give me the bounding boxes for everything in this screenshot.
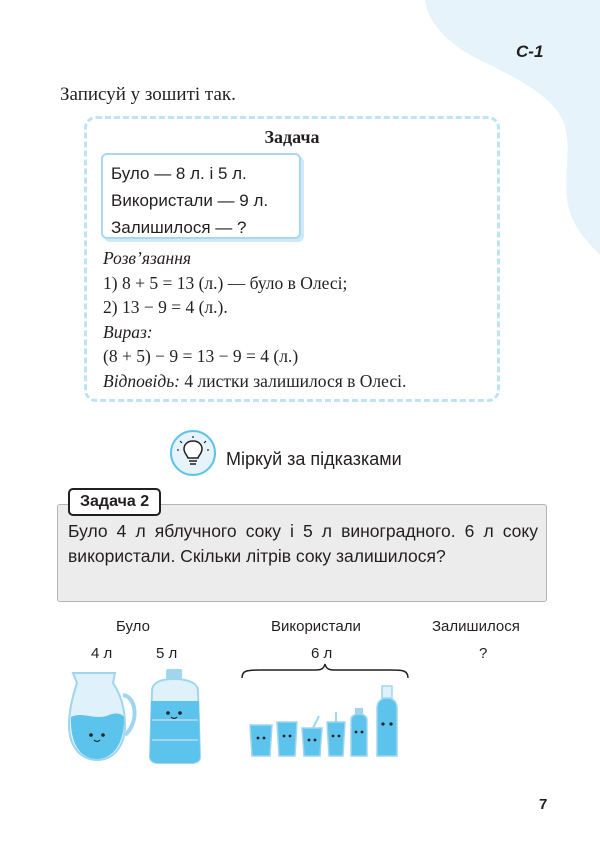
jug-picture	[55, 665, 140, 765]
solution-block	[103, 246, 406, 393]
section-code: С-1	[516, 42, 544, 61]
instruction-text: Записуй у зошиті так.	[60, 84, 236, 105]
bottle-picture	[138, 665, 213, 765]
hint-text: Міркуй за підказками	[226, 449, 402, 469]
amount-used: 6 л	[311, 645, 333, 662]
task2-box	[57, 504, 547, 602]
condition-line: Залишилося — ?	[111, 218, 247, 237]
cups-and-bottle-picture	[245, 680, 415, 760]
label-was: Було	[116, 618, 150, 635]
expression: (8 + 5) − 9 = 13 − 9 = 4 (л.)	[103, 346, 299, 366]
curly-brace	[240, 662, 410, 680]
expression-heading: Вираз:	[103, 321, 153, 342]
solution-step: 1) 8 + 5 = 13 (л.) — було в Олесі;	[103, 272, 348, 293]
label-used: Використали	[271, 618, 361, 635]
amount-left: ?	[479, 645, 488, 662]
lightbulb-icon	[168, 428, 218, 478]
task2-text: Було 4 л яблучного соку і 5 л виноградного. 6 л соку використали. Скільки літрів соку залишилося?	[68, 521, 538, 566]
page-number: 7	[539, 796, 548, 813]
example-task-box	[84, 116, 500, 402]
amount-apple: 4 л	[91, 645, 113, 662]
answer-text: 4 листки залишилося в Олесі.	[180, 370, 407, 391]
condition-line: Було — 8 л. і 5 л.	[111, 164, 247, 183]
label-left: Залишилося	[432, 618, 520, 635]
condition-line: Використали — 9 л.	[111, 191, 269, 210]
solution-step: 2) 13 − 9 = 4 (л.).	[103, 297, 228, 317]
task2-label: Задача 2	[68, 488, 161, 516]
answer-line	[103, 369, 406, 394]
answer-label: Відповідь:	[103, 370, 181, 391]
solution-heading: Розв’язання	[103, 248, 192, 268]
amount-grape: 5 л	[156, 645, 178, 662]
task-title: Задача	[264, 127, 320, 147]
condition-box	[101, 153, 301, 239]
